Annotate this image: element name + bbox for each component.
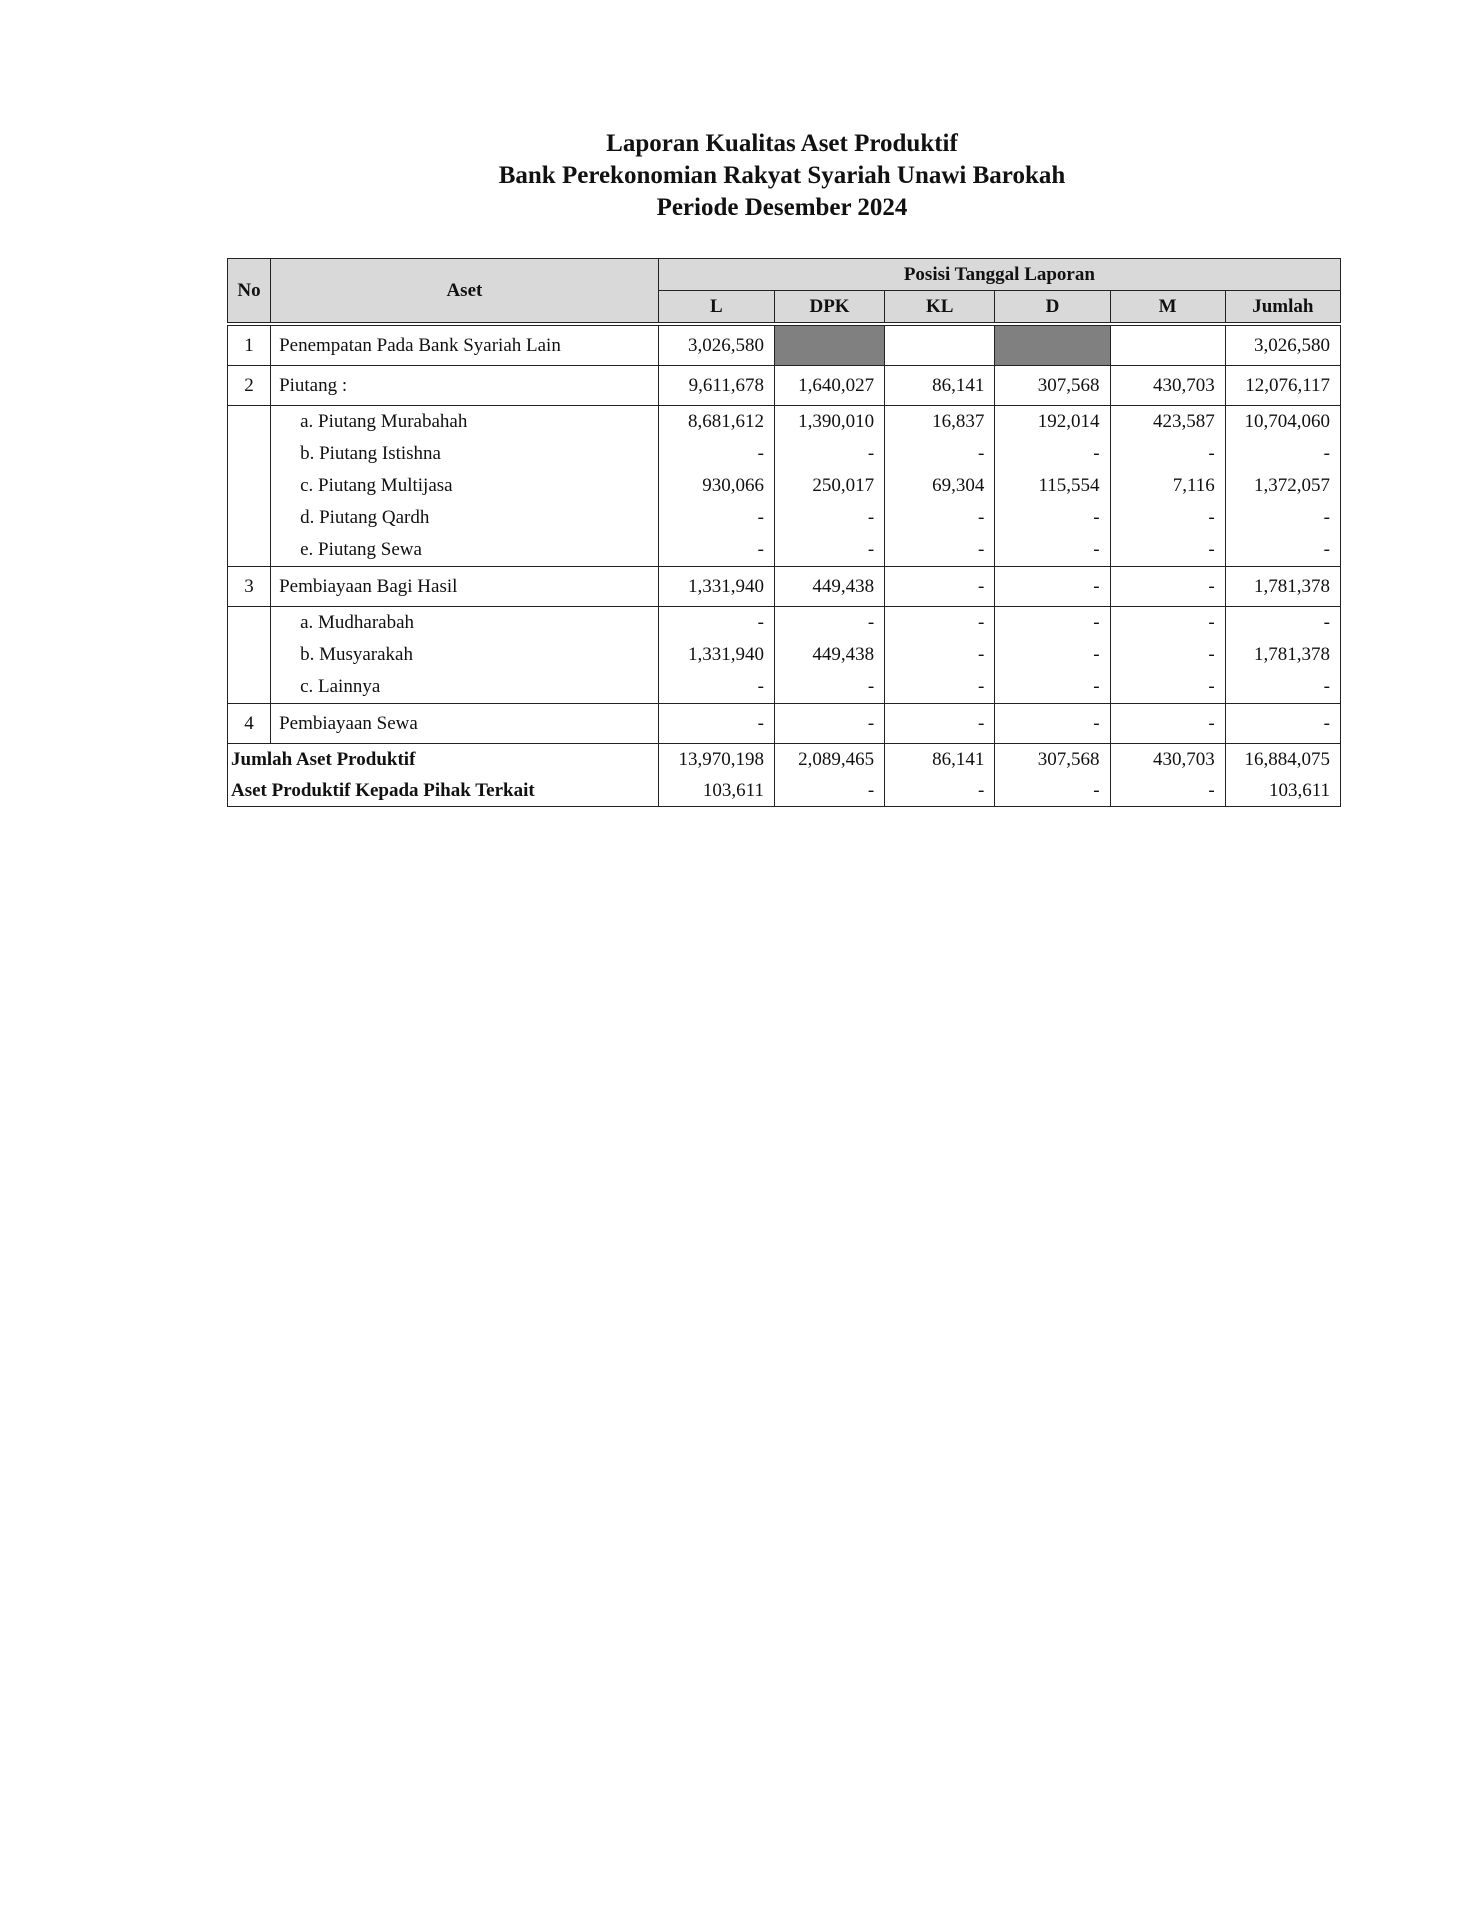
cell-jumlah: -	[1225, 671, 1340, 704]
cell-l: 1,331,940	[658, 567, 774, 607]
cell-jumlah: 103,611	[1225, 775, 1340, 807]
cell-dpk: 449,438	[774, 639, 884, 671]
row-label: Penempatan Pada Bank Syariah Lain	[271, 324, 659, 366]
table-row	[228, 406, 1341, 439]
cell-jumlah: -	[1225, 607, 1340, 640]
row-number	[228, 502, 271, 534]
cell-jumlah: 1,781,378	[1225, 567, 1340, 607]
row-label: Pembiayaan Bagi Hasil	[271, 567, 659, 607]
header-aset: Aset	[271, 259, 659, 325]
cell-d: -	[995, 534, 1110, 567]
header-col-dpk: DPK	[774, 291, 884, 325]
table-row	[228, 470, 1341, 502]
row-label: Pembiayaan Sewa	[271, 704, 659, 744]
header-no: No	[228, 259, 271, 325]
table-row	[228, 704, 1341, 744]
row-label: b. Piutang Istishna	[271, 438, 659, 470]
row-number: 2	[228, 366, 271, 406]
cell-l: 13,970,198	[658, 744, 774, 776]
cell-kl: -	[885, 534, 995, 567]
cell-l: 9,611,678	[658, 366, 774, 406]
cell-l: 930,066	[658, 470, 774, 502]
cell-d: 192,014	[995, 406, 1110, 439]
report-header	[0, 128, 1484, 224]
cell-dpk: -	[774, 775, 884, 807]
cell-jumlah: -	[1225, 534, 1340, 567]
cell-kl: -	[885, 639, 995, 671]
cell-d: 115,554	[995, 470, 1110, 502]
row-number	[228, 607, 271, 640]
cell-m: -	[1110, 502, 1225, 534]
cell-jumlah: 1,372,057	[1225, 470, 1340, 502]
report-bank-name: Bank Perekonomian Rakyat Syariah Unawi Barokah	[498, 162, 1066, 189]
cell-jumlah: -	[1225, 502, 1340, 534]
cell-m: -	[1110, 567, 1225, 607]
cell-d: -	[995, 502, 1110, 534]
cell-jumlah: 3,026,580	[1225, 324, 1340, 366]
row-label: e. Piutang Sewa	[271, 534, 659, 567]
header-col-kl: KL	[885, 291, 995, 325]
row-label: a. Piutang Murabahah	[271, 406, 659, 439]
row-number: 1	[228, 324, 271, 366]
asset-quality-table-container	[227, 258, 1341, 807]
row-number	[228, 671, 271, 704]
row-number	[228, 639, 271, 671]
cell-d: -	[995, 567, 1110, 607]
table-row	[228, 607, 1341, 640]
cell-dpk: -	[774, 671, 884, 704]
asset-quality-table	[227, 258, 1341, 807]
table-row	[228, 324, 1341, 366]
cell-l: 3,026,580	[658, 324, 774, 366]
cell-dpk: -	[774, 438, 884, 470]
header-col-jumlah: Jumlah	[1225, 291, 1340, 325]
row-label: d. Piutang Qardh	[271, 502, 659, 534]
cell-d: -	[995, 438, 1110, 470]
cell-l: -	[658, 671, 774, 704]
cell-l: 1,331,940	[658, 639, 774, 671]
cell-kl: -	[885, 671, 995, 704]
row-number	[228, 438, 271, 470]
cell-l: -	[658, 607, 774, 640]
total-label: Aset Produktif Kepada Pihak Terkait	[228, 775, 659, 807]
cell-kl: -	[885, 704, 995, 744]
table-row	[228, 438, 1341, 470]
row-number	[228, 470, 271, 502]
report-title: Laporan Kualitas Aset Produktif	[606, 130, 958, 157]
header-col-d: D	[995, 291, 1110, 325]
row-label: c. Piutang Multijasa	[271, 470, 659, 502]
cell-d: -	[995, 704, 1110, 744]
cell-jumlah: 1,781,378	[1225, 639, 1340, 671]
cell-m: -	[1110, 438, 1225, 470]
cell-d: -	[995, 671, 1110, 704]
cell-l: -	[658, 438, 774, 470]
cell-kl: -	[885, 775, 995, 807]
table-row	[228, 671, 1341, 704]
cell-jumlah: -	[1225, 704, 1340, 744]
cell-m: 423,587	[1110, 406, 1225, 439]
cell-kl: -	[885, 607, 995, 640]
cell-dpk: 1,640,027	[774, 366, 884, 406]
cell-jumlah: 16,884,075	[1225, 744, 1340, 776]
cell-l: 8,681,612	[658, 406, 774, 439]
row-label: b. Musyarakah	[271, 639, 659, 671]
cell-kl: 16,837	[885, 406, 995, 439]
cell-jumlah: 12,076,117	[1225, 366, 1340, 406]
cell-m	[1110, 324, 1225, 366]
cell-m: -	[1110, 671, 1225, 704]
header-posisi-tanggal-laporan: Posisi Tanggal Laporan	[658, 259, 1340, 291]
row-label: Piutang :	[271, 366, 659, 406]
cell-l: -	[658, 502, 774, 534]
cell-m: -	[1110, 775, 1225, 807]
row-number	[228, 406, 271, 439]
total-label: Jumlah Aset Produktif	[228, 744, 659, 776]
cell-d: -	[995, 775, 1110, 807]
cell-dpk: 250,017	[774, 470, 884, 502]
cell-jumlah: 10,704,060	[1225, 406, 1340, 439]
cell-dpk: -	[774, 534, 884, 567]
cell-kl: 86,141	[885, 744, 995, 776]
cell-l: -	[658, 534, 774, 567]
cell-d: -	[995, 639, 1110, 671]
row-number: 4	[228, 704, 271, 744]
total-row	[228, 775, 1341, 807]
cell-dpk-shaded	[774, 324, 884, 366]
table-row	[228, 534, 1341, 567]
total-row	[228, 744, 1341, 776]
cell-m: 7,116	[1110, 470, 1225, 502]
cell-dpk: -	[774, 502, 884, 534]
report-period: Periode Desember 2024	[656, 194, 908, 221]
cell-l: -	[658, 704, 774, 744]
cell-dpk: 449,438	[774, 567, 884, 607]
cell-m: -	[1110, 607, 1225, 640]
cell-m: -	[1110, 534, 1225, 567]
row-label: a. Mudharabah	[271, 607, 659, 640]
cell-kl: -	[885, 438, 995, 470]
table-row	[228, 366, 1341, 406]
cell-jumlah: -	[1225, 438, 1340, 470]
row-number: 3	[228, 567, 271, 607]
cell-m: 430,703	[1110, 744, 1225, 776]
cell-kl: 69,304	[885, 470, 995, 502]
table-row	[228, 639, 1341, 671]
cell-m: -	[1110, 639, 1225, 671]
cell-dpk: -	[774, 607, 884, 640]
table-row	[228, 502, 1341, 534]
cell-d: -	[995, 607, 1110, 640]
row-number	[228, 534, 271, 567]
cell-l: 103,611	[658, 775, 774, 807]
cell-dpk: 2,089,465	[774, 744, 884, 776]
cell-kl: 86,141	[885, 366, 995, 406]
cell-kl: -	[885, 567, 995, 607]
header-col-l: L	[658, 291, 774, 325]
cell-dpk: 1,390,010	[774, 406, 884, 439]
cell-m: 430,703	[1110, 366, 1225, 406]
cell-dpk: -	[774, 704, 884, 744]
cell-d: 307,568	[995, 366, 1110, 406]
cell-m: -	[1110, 704, 1225, 744]
cell-kl	[885, 324, 995, 366]
table-row	[228, 567, 1341, 607]
cell-kl: -	[885, 502, 995, 534]
row-label: c. Lainnya	[271, 671, 659, 704]
cell-d: 307,568	[995, 744, 1110, 776]
header-col-m: M	[1110, 291, 1225, 325]
cell-d-shaded	[995, 324, 1110, 366]
